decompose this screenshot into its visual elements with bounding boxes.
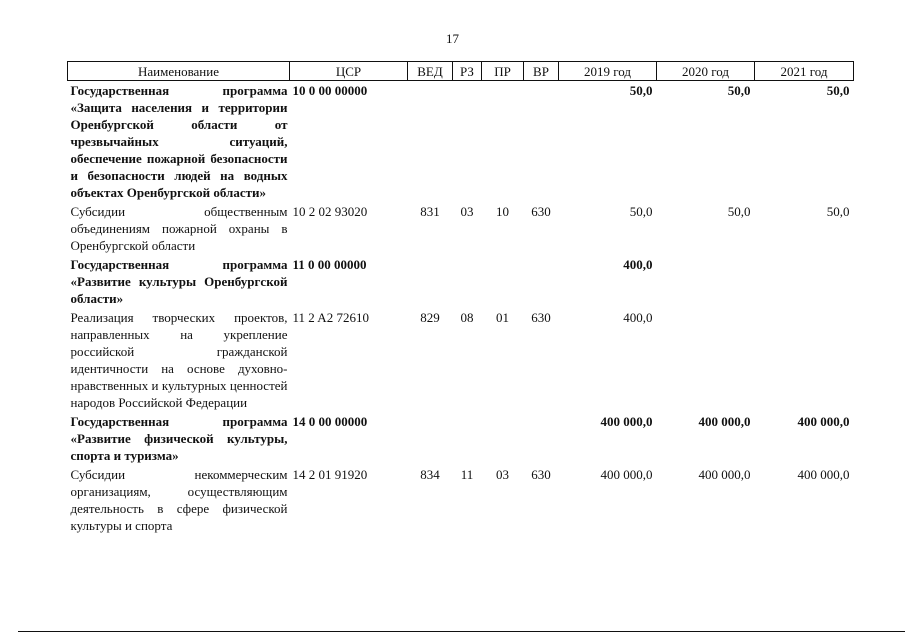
- row-ved: 831: [420, 204, 440, 219]
- row-csr: 10 2 02 93020: [292, 204, 368, 219]
- row-name: Государственная программа «Защита населения и территории Оренбургской области от чрезвычайных ситуаций, обеспечение пожарной безопасности и безопасности людей на водных объектах Оренбургской области»: [70, 83, 288, 200]
- row-ved: 834: [420, 467, 440, 482]
- row-rz: 11: [460, 467, 474, 482]
- row-2020: 400 000,0: [698, 467, 751, 482]
- row-rz: 08: [460, 310, 474, 325]
- row-ved: [408, 255, 453, 308]
- row-2019: 400 000,0: [600, 414, 653, 429]
- row-csr: 10 0 00 00000: [292, 83, 368, 98]
- row-2021: [755, 255, 854, 308]
- row-rz: [453, 81, 482, 203]
- row-name: Субсидии некоммерческим организациям, осуществляющим деятельность в сфере физической культуры и спорта: [70, 467, 288, 533]
- header-csr: ЦСР: [290, 62, 408, 81]
- row-name: Государственная программа «Развитие физической культуры, спорта и туризма»: [70, 414, 288, 463]
- row-rz: [453, 255, 482, 308]
- row-pr: 10: [496, 204, 509, 219]
- row-vr: [524, 255, 559, 308]
- header-2020: 2020 год: [657, 62, 755, 81]
- row-2021: 400 000,0: [797, 414, 850, 429]
- row-name: Государственная программа «Развитие культуры Оренбургской области»: [70, 257, 288, 306]
- header-2021: 2021 год: [755, 62, 854, 81]
- row-2019: 400,0: [623, 257, 653, 272]
- table-row: [68, 81, 854, 203]
- row-csr: 14 2 01 91920: [292, 467, 368, 482]
- header-rz: РЗ: [453, 62, 482, 81]
- header-2019: 2019 год: [559, 62, 657, 81]
- table-row: [68, 412, 854, 465]
- header-pr: ПР: [482, 62, 524, 81]
- row-vr: 630: [531, 467, 551, 482]
- row-vr: 630: [531, 310, 551, 325]
- row-pr: [482, 412, 524, 465]
- row-2019: 50,0: [629, 83, 653, 98]
- row-csr: 14 0 00 00000: [292, 414, 368, 429]
- row-pr: [482, 81, 524, 203]
- row-2019: 50,0: [629, 204, 653, 219]
- table-row: [68, 202, 854, 255]
- page-bottom-rule: [18, 631, 905, 632]
- row-csr: 11 2 A2 72610: [292, 310, 369, 325]
- row-2021: [755, 308, 854, 412]
- row-rz: [453, 412, 482, 465]
- row-2021: 50,0: [826, 204, 850, 219]
- row-name: Субсидии общественным объединениям пожарной охраны в Оренбургской области: [70, 204, 288, 253]
- table-row: [68, 308, 854, 412]
- row-ved: 829: [420, 310, 440, 325]
- header-vr: ВР: [524, 62, 559, 81]
- row-vr: [524, 412, 559, 465]
- row-pr: [482, 255, 524, 308]
- row-pr: 03: [496, 467, 509, 482]
- row-2021: 50,0: [826, 83, 850, 98]
- table-row: [68, 255, 854, 308]
- row-2020: 50,0: [727, 83, 751, 98]
- row-2020: 400 000,0: [698, 414, 751, 429]
- row-ved: [408, 412, 453, 465]
- row-2020: 50,0: [727, 204, 751, 219]
- header-ved: ВЕД: [408, 62, 453, 81]
- row-csr: 11 0 00 00000: [292, 257, 367, 272]
- row-vr: [524, 81, 559, 203]
- page-number: 17: [446, 31, 459, 46]
- row-pr: 01: [496, 310, 509, 325]
- row-ved: [408, 81, 453, 203]
- row-2019: 400 000,0: [600, 467, 653, 482]
- table-row: [68, 465, 854, 535]
- row-2021: 400 000,0: [797, 467, 850, 482]
- row-vr: 630: [531, 204, 551, 219]
- row-2020: [657, 255, 755, 308]
- row-2019: 400,0: [623, 310, 653, 325]
- row-name: Реализация творческих проектов, направленных на укрепление российской гражданской идентичности на основе духовно-нравственных и культурных ценностей народов Российской Федерации: [70, 310, 288, 410]
- row-rz: 03: [460, 204, 474, 219]
- row-2020: [657, 308, 755, 412]
- header-name: Наименование: [68, 62, 290, 81]
- header-row: [68, 62, 854, 81]
- budget-table: [67, 61, 854, 535]
